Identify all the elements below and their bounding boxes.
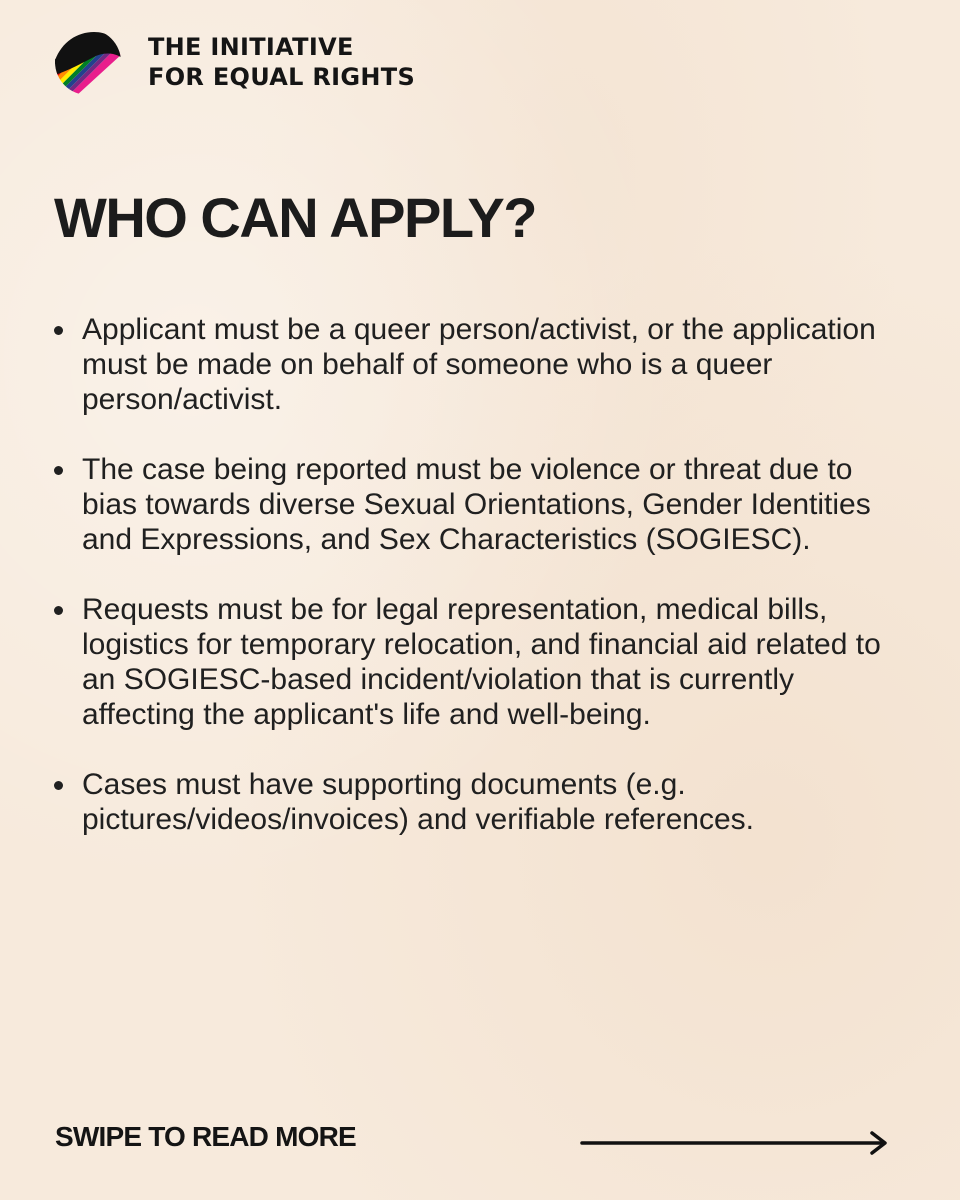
criteria-text: The case being reported must be violence or threat due to bias towards diverse Sexual Orientations, Gender Identities and Expressions, and Sex Characteristics (SOGIESC). — [82, 453, 871, 556]
swipe-to-read-more-label[interactable]: SWIPE TO READ MORE — [55, 1121, 356, 1152]
header — [54, 28, 415, 96]
criteria-item — [82, 312, 882, 417]
bullet-icon — [54, 466, 63, 475]
bullet-icon — [54, 326, 63, 335]
org-name-line1: THE INITIATIVE — [148, 33, 354, 61]
bullet-icon — [54, 606, 63, 615]
criteria-list — [82, 312, 882, 872]
criteria-text: Cases must have supporting documents (e.g. pictures/videos/invoices) and verifiable references. — [82, 768, 754, 836]
rainbow-eagle-logo-icon — [54, 28, 122, 96]
page-title: WHO CAN APPLY? — [54, 186, 536, 249]
bullet-icon — [54, 781, 63, 790]
criteria-item — [82, 767, 882, 837]
org-name-line2: FOR EQUAL RIGHTS — [148, 63, 416, 91]
criteria-text: Applicant must be a queer person/activist, or the application must be made on behalf of someone who is a queer person/activist. — [82, 313, 876, 416]
criteria-item — [82, 452, 882, 557]
org-name — [148, 32, 415, 92]
criteria-text: Requests must be for legal representation, medical bills, logistics for temporary relocation, and financial aid related to an SOGIESC-based incident/violation that is currently affecting the applicant's life and well-being. — [82, 593, 881, 731]
criteria-item — [82, 592, 882, 732]
arrow-right-icon[interactable] — [580, 1130, 892, 1156]
